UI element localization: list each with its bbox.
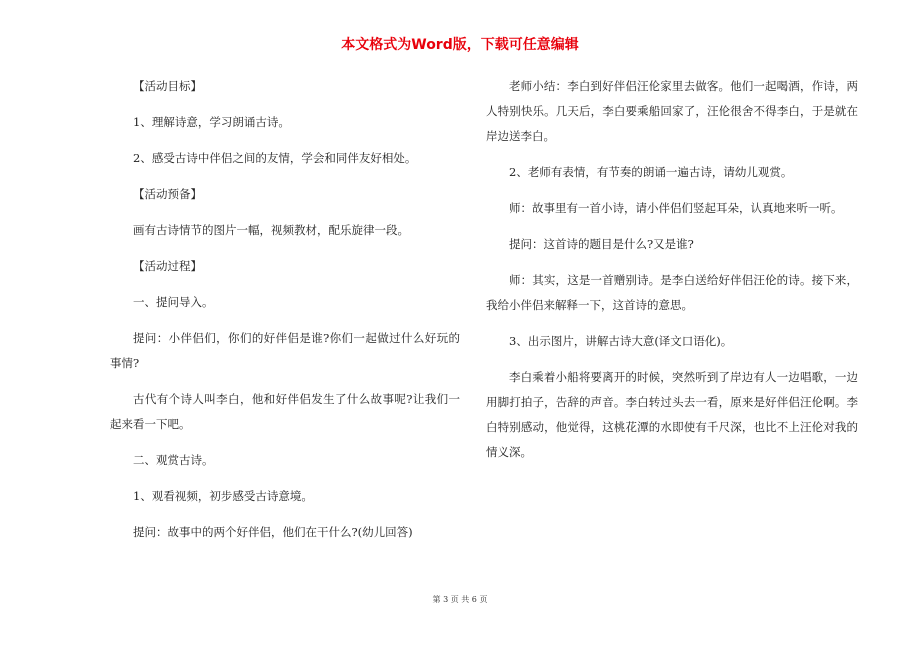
paragraph: 提问：这首诗的题目是什么?又是谁? xyxy=(509,237,694,251)
paragraph: 提问：故事中的两个好伴侣，他们在干什么?(幼儿回答) xyxy=(133,525,413,539)
paragraph: 二、观赏古诗。 xyxy=(133,453,214,467)
paragraph: 老师小结：李白到好伴侣汪伦家里去做客。他们一起喝酒，作诗，两人特别快乐。几天后，李白要乘船回家了，汪伦很舍不得李白，于是就在岸边送李白。 xyxy=(486,79,858,143)
paragraph: 提问：小伴侣们，你们的好伴侣是谁?你们一起做过什么好玩的事情? xyxy=(110,331,460,370)
section-heading-goals: 【活动目标】 xyxy=(133,79,202,93)
paragraph: 古代有个诗人叫李白，他和好伴侣发生了什么故事呢?让我们一起来看一下吧。 xyxy=(110,392,460,431)
paragraph: 2、老师有表情，有节奏的朗诵一遍古诗，请幼儿观赏。 xyxy=(509,165,793,179)
left-column xyxy=(110,74,460,556)
paragraph: 1、观看视频，初步感受古诗意境。 xyxy=(133,489,313,503)
section-heading-preparation: 【活动预备】 xyxy=(133,187,202,201)
paragraph: 1、理解诗意，学习朗诵古诗。 xyxy=(133,115,290,129)
page-number-footer: 第 3 页 共 6 页 xyxy=(432,595,488,604)
paragraph: 师：其实，这是一首赠别诗。是李白送给好伴侣汪伦的诗。接下来，我给小伴侣来解释一下，这首诗的意思。 xyxy=(486,273,858,312)
section-heading-process: 【活动过程】 xyxy=(133,259,202,273)
paragraph: 画有古诗情节的图片一幅，视频教材，配乐旋律一段。 xyxy=(133,223,409,237)
paragraph: 3、出示图片，讲解古诗大意(译文口语化)。 xyxy=(509,334,733,348)
paragraph: 2、感受古诗中伴侣之间的友情，学会和同伴友好相处。 xyxy=(133,151,417,165)
right-column xyxy=(486,74,858,476)
paragraph: 一、提问导入。 xyxy=(133,295,214,309)
paragraph: 师：故事里有一首小诗，请小伴侣们竖起耳朵，认真地来听一听。 xyxy=(509,201,843,215)
document-header-title: 本文格式为Word版，下载可任意编辑 xyxy=(341,37,579,53)
paragraph: 李白乘着小船将要离开的时候，突然听到了岸边有人一边唱歌，一边用脚打拍子，告辞的声音。李白转过头去一看，原来是好伴侣汪伦啊。李白特别感动，他觉得，这桃花潭的水即使有千尺深，也比不上汪伦对我的情义深。 xyxy=(486,370,858,459)
